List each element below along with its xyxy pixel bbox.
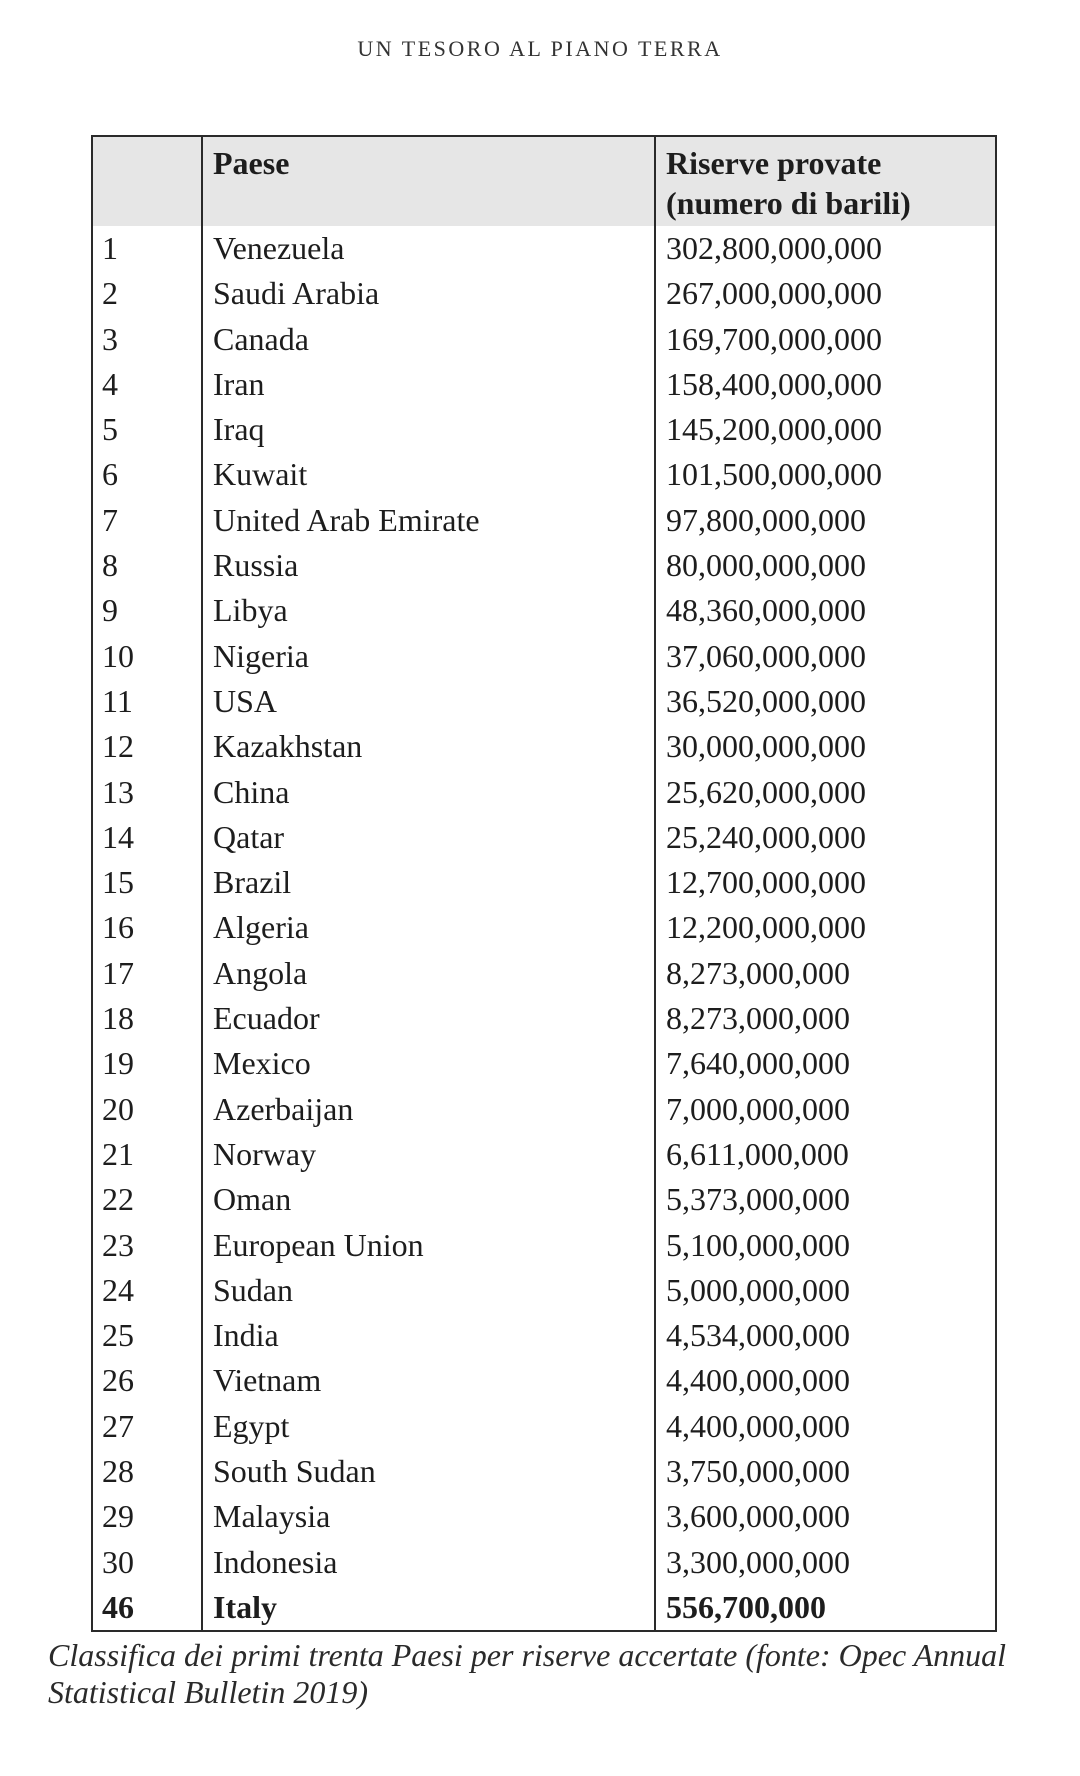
caption-line-2: Statistical Bulletin 2019): [48, 1674, 368, 1710]
rank-cell: 7: [102, 501, 118, 538]
rank-cell: 29: [102, 1498, 134, 1535]
rank-cell: 15: [102, 864, 134, 901]
reserves-cell: 101,500,000,000: [655, 452, 996, 497]
reserves-cell: 158,400,000,000: [655, 362, 996, 407]
country-cell: Libya: [202, 588, 655, 633]
table-row: [92, 724, 996, 769]
rank-cell: 25: [102, 1317, 134, 1354]
country-cell: Iraq: [202, 407, 655, 452]
rank-cell: 11: [102, 682, 133, 719]
table-row: [92, 951, 996, 996]
table-row: [92, 1494, 996, 1539]
reserves-cell: 25,620,000,000: [655, 770, 996, 815]
country-cell: European Union: [202, 1223, 655, 1268]
country-cell: Sudan: [202, 1268, 655, 1313]
reserves-cell: 7,640,000,000: [655, 1041, 996, 1086]
rank-cell: 5: [102, 411, 118, 448]
country-cell: India: [202, 1313, 655, 1358]
table-row-italy: [92, 1585, 996, 1631]
table-row: [92, 1313, 996, 1358]
country-cell: Nigeria: [202, 634, 655, 679]
reserves-cell: 267,000,000,000: [655, 271, 996, 316]
header-rank: [92, 136, 202, 226]
rank-cell: 22: [102, 1181, 134, 1218]
country-cell: Ecuador: [202, 996, 655, 1041]
rank-cell: 10: [102, 637, 134, 674]
country-cell: Canada: [202, 317, 655, 362]
reserves-cell: 8,273,000,000: [655, 951, 996, 996]
reserves-cell: 4,534,000,000: [655, 1313, 996, 1358]
rank-cell: 16: [102, 909, 134, 946]
country-cell: Brazil: [202, 860, 655, 905]
table-row: [92, 1177, 996, 1222]
reserves-cell: 5,100,000,000: [655, 1223, 996, 1268]
table-row: [92, 905, 996, 950]
rank-cell: 46: [102, 1588, 134, 1625]
rank-cell: 13: [102, 773, 134, 810]
header-reserves-line2: (numero di barili): [666, 185, 911, 221]
reserves-cell: 12,200,000,000: [655, 905, 996, 950]
reserves-cell: 5,373,000,000: [655, 1177, 996, 1222]
table-row: [92, 226, 996, 271]
reserves-cell: 30,000,000,000: [655, 724, 996, 769]
rank-cell: 24: [102, 1271, 134, 1308]
country-cell: Algeria: [202, 905, 655, 950]
table-row: [92, 1540, 996, 1585]
rank-cell: 20: [102, 1090, 134, 1127]
rank-cell: 8: [102, 547, 118, 584]
reserves-cell: 3,300,000,000: [655, 1540, 996, 1585]
reserves-cell: 302,800,000,000: [655, 226, 996, 271]
country-cell: Indonesia: [202, 1540, 655, 1585]
table-row: [92, 996, 996, 1041]
rank-cell: 27: [102, 1407, 134, 1444]
table-row: [92, 860, 996, 905]
table-body: [92, 226, 996, 1631]
reserves-cell: 7,000,000,000: [655, 1087, 996, 1132]
oil-reserves-table-container: [91, 135, 995, 1632]
table-row: [92, 588, 996, 633]
country-cell: Iran: [202, 362, 655, 407]
reserves-cell: 4,400,000,000: [655, 1358, 996, 1403]
table-row: [92, 407, 996, 452]
reserves-cell: 4,400,000,000: [655, 1404, 996, 1449]
table-row: [92, 362, 996, 407]
country-cell: South Sudan: [202, 1449, 655, 1494]
rank-cell: 14: [102, 818, 134, 855]
rank-cell: 2: [102, 275, 118, 312]
country-cell: Mexico: [202, 1041, 655, 1086]
table-header: [92, 136, 996, 226]
rank-cell: 17: [102, 954, 134, 991]
reserves-cell: 25,240,000,000: [655, 815, 996, 860]
header-reserves-line1: Riserve provate: [666, 145, 882, 181]
country-cell: Saudi Arabia: [202, 271, 655, 316]
table-row: [92, 1404, 996, 1449]
rank-cell: 26: [102, 1362, 134, 1399]
rank-cell: 4: [102, 365, 118, 402]
header-reserves: [655, 136, 996, 226]
country-cell: Angola: [202, 951, 655, 996]
country-cell: Qatar: [202, 815, 655, 860]
rank-cell: 23: [102, 1226, 134, 1263]
reserves-cell: 37,060,000,000: [655, 634, 996, 679]
table-row: [92, 634, 996, 679]
caption-line-1: Classifica dei primi trenta Paesi per riserve accertate (fonte: Opec Annual: [48, 1637, 1007, 1673]
table-row: [92, 498, 996, 543]
reserves-cell: 5,000,000,000: [655, 1268, 996, 1313]
reserves-cell: 12,700,000,000: [655, 860, 996, 905]
country-cell: Kuwait: [202, 452, 655, 497]
country-cell: Azerbaijan: [202, 1087, 655, 1132]
rank-cell: 12: [102, 728, 134, 765]
running-head: UN TESORO AL PIANO TERRA: [357, 36, 723, 61]
table-row: [92, 317, 996, 362]
country-cell: Egypt: [202, 1404, 655, 1449]
reserves-cell: 3,600,000,000: [655, 1494, 996, 1539]
table-row: [92, 1223, 996, 1268]
table-row: [92, 815, 996, 860]
country-cell: Malaysia: [202, 1494, 655, 1539]
figure-caption: [48, 1637, 1048, 1711]
rank-cell: 9: [102, 592, 118, 629]
reserves-cell: 97,800,000,000: [655, 498, 996, 543]
country-cell: United Arab Emirate: [202, 498, 655, 543]
table-row: [92, 1449, 996, 1494]
rank-cell: 18: [102, 1000, 134, 1037]
rank-cell: 3: [102, 320, 118, 357]
table-row: [92, 452, 996, 497]
table-row: [92, 679, 996, 724]
reserves-cell: 6,611,000,000: [655, 1132, 996, 1177]
country-cell: Oman: [202, 1177, 655, 1222]
table-row: [92, 1268, 996, 1313]
country-cell: Vietnam: [202, 1358, 655, 1403]
rank-cell: 21: [102, 1135, 134, 1172]
reserves-cell: 80,000,000,000: [655, 543, 996, 588]
header-country: Paese: [202, 136, 655, 226]
reserves-cell: 169,700,000,000: [655, 317, 996, 362]
table-row: [92, 543, 996, 588]
table-row: [92, 1041, 996, 1086]
table-row: [92, 770, 996, 815]
table-row: [92, 1132, 996, 1177]
table-row: [92, 1087, 996, 1132]
reserves-cell: 3,750,000,000: [655, 1449, 996, 1494]
reserves-cell: 8,273,000,000: [655, 996, 996, 1041]
country-cell: Kazakhstan: [202, 724, 655, 769]
table-row: [92, 1358, 996, 1403]
table-row: [92, 271, 996, 316]
reserves-cell: 556,700,000: [655, 1585, 996, 1631]
reserves-cell: 145,200,000,000: [655, 407, 996, 452]
rank-cell: 1: [102, 230, 118, 266]
country-cell: China: [202, 770, 655, 815]
header-row: [92, 136, 996, 226]
oil-reserves-table: [91, 135, 997, 1632]
rank-cell: 30: [102, 1543, 134, 1580]
country-cell: Norway: [202, 1132, 655, 1177]
rank-cell: 28: [102, 1453, 134, 1490]
rank-cell: 19: [102, 1045, 134, 1082]
country-cell: Italy: [202, 1585, 655, 1631]
country-cell: Venezuela: [202, 226, 655, 271]
reserves-cell: 48,360,000,000: [655, 588, 996, 633]
country-cell: USA: [202, 679, 655, 724]
reserves-cell: 36,520,000,000: [655, 679, 996, 724]
rank-cell: 6: [102, 456, 118, 493]
country-cell: Russia: [202, 543, 655, 588]
